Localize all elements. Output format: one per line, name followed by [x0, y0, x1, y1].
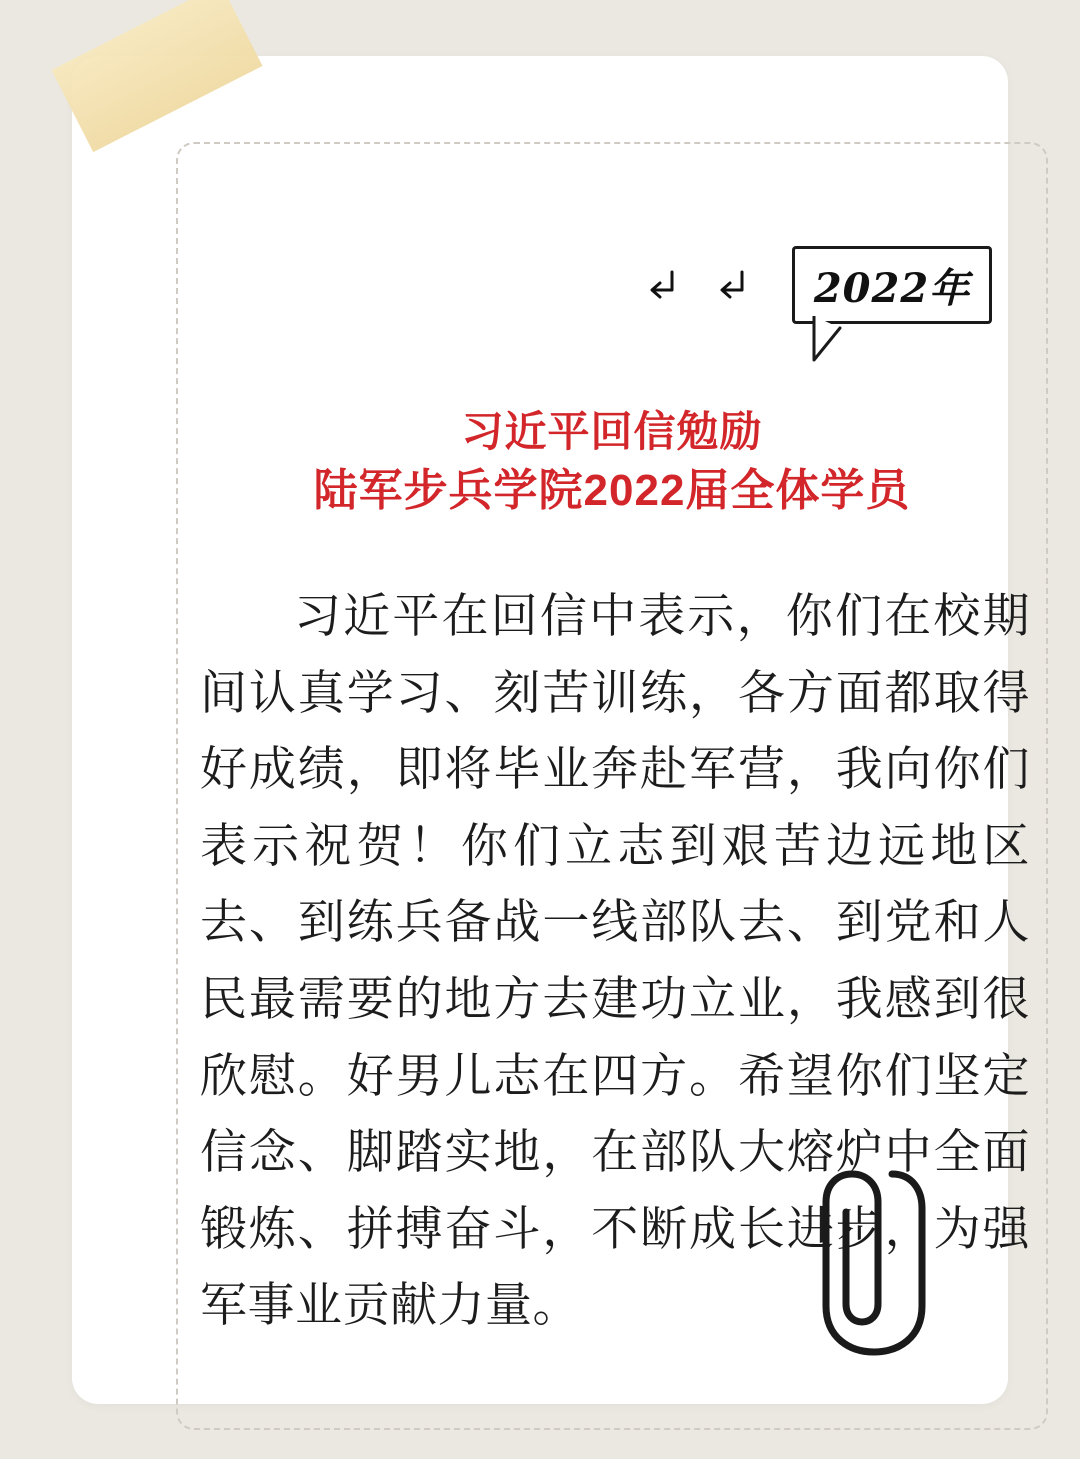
note-card — [72, 56, 1030, 1404]
down-left-arrow-icon — [642, 264, 682, 304]
paperclip-icon — [794, 1156, 934, 1366]
title-line-2: 陆军步兵学院2022届全体学员 — [313, 465, 911, 515]
title-line-1: 习近平回信勉励 — [461, 408, 763, 455]
card-header — [176, 236, 1048, 356]
down-left-arrow-icon-2 — [712, 264, 752, 304]
year-badge — [792, 246, 992, 324]
page-title — [176, 404, 1048, 520]
year-badge-label: 2022年 — [813, 264, 971, 312]
article-body: 习近平在回信中表示，你们在校期间认真学习、刻苦训练，各方面都取得好成绩，即将毕业奔赴军营，我向你们表示祝贺！你们立志到艰苦边远地区去、到练兵备战一线部队去、到党和人民最需要的地方去建功立业，我感到很欣慰。好男儿志在四方。希望你们坚定信念、脚踏实地，在部队大熔炉中全面锻炼、拼搏奋斗，不断成长进步，为强军事业贡献力量。 — [200, 589, 1030, 1332]
